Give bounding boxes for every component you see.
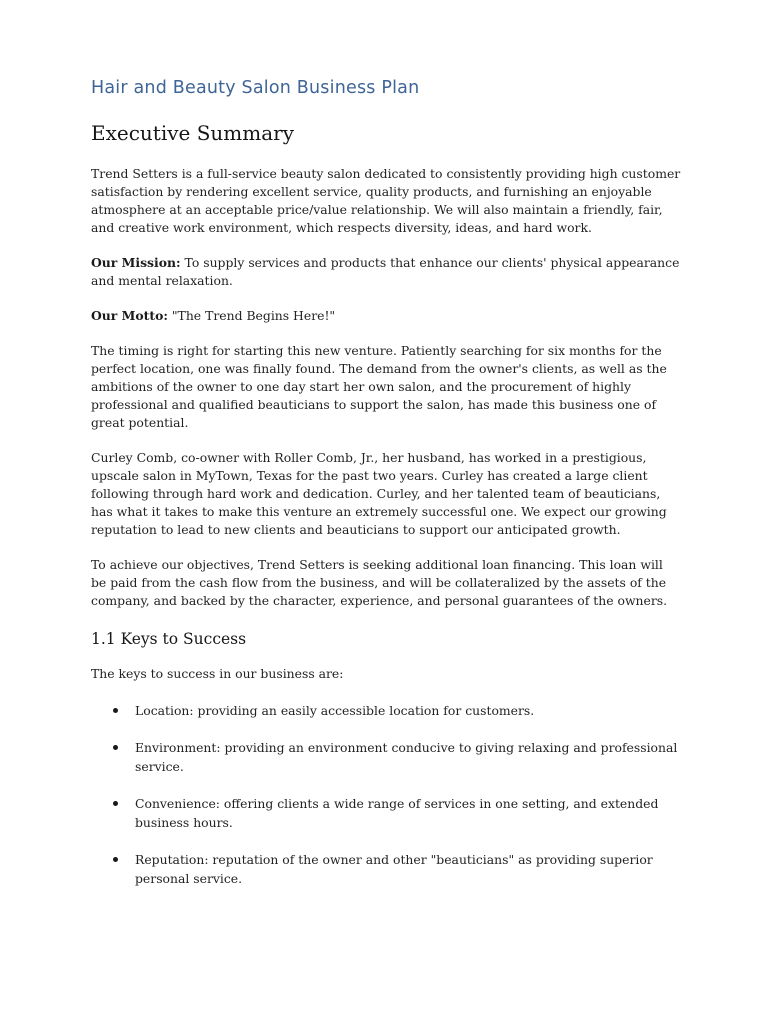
intro-paragraph: Trend Setters is a full-service beauty salon dedicated to consistently providing high customer satisfaction by rendering excellent service, quality products, and furnishing an enjoyable atmosphere at an acceptable price/value relationship. We will also maintain a friendly, fair, and creative work environment, which respects diversity, ideas, and hard work. [91,166,681,235]
bullet-icon [113,857,118,862]
bullet-icon [113,801,118,806]
motto-label: Our Motto: [91,308,168,323]
keys-to-success-heading: 1.1 Keys to Success [91,630,247,648]
list-item [91,701,681,720]
list-item-text: Environment: providing an environment conducive to giving relaxing and professional service. [135,740,678,774]
motto-paragraph [91,307,681,325]
document-title: Hair and Beauty Salon Business Plan [91,78,420,98]
keys-list [91,701,681,888]
timing-paragraph: The timing is right for starting this new venture. Patiently searching for six months for the perfect location, one was finally found. The demand from the owner's clients, as well as the ambitions of the owner to one day start her own salon, and the procurement of highly professional and qualified beauticians to support the salon, has made this business one of great potential. [91,343,667,430]
list-item [91,738,681,776]
list-item-text: Convenience: offering clients a wide range of services in one setting, and extended business hours. [135,796,659,830]
mission-label: Our Mission: [91,255,181,270]
financing-paragraph: To achieve our objectives, Trend Setters is seeking additional loan financing. This loan will be paid from the cash flow from the business, and will be collateralized by the assets of the company, and backed by the character, experience, and personal guarantees of the owners. [91,557,668,608]
keys-intro: The keys to success in our business are: [91,666,344,681]
motto-text: "The Trend Begins Here!" [167,308,336,323]
list-item [91,794,681,832]
list-item-text: Location: providing an easily accessible location for customers. [135,703,535,718]
list-item-text: Reputation: reputation of the owner and other "beauticians" as providing superior personal service. [135,852,653,886]
bullet-icon [113,708,118,713]
bullet-icon [113,745,118,750]
document-content [91,76,681,906]
mission-text: To supply services and products that enhance our clients' physical appearance and mental relaxation. [91,255,680,288]
mission-paragraph [91,254,681,290]
list-item [91,850,681,888]
executive-summary-heading: Executive Summary [91,121,295,145]
owner-paragraph: Curley Comb, co-owner with Roller Comb, Jr., her husband, has worked in a prestigious, upscale salon in MyTown, Texas for the past two years. Curley has created a large client following through hard work and dedication. Curley, and her talented team of beauticians, has what it takes to make this venture an extremely successful one. We expect our growing reputation to lead to new clients and beauticians to support our anticipated growth. [91,450,667,537]
